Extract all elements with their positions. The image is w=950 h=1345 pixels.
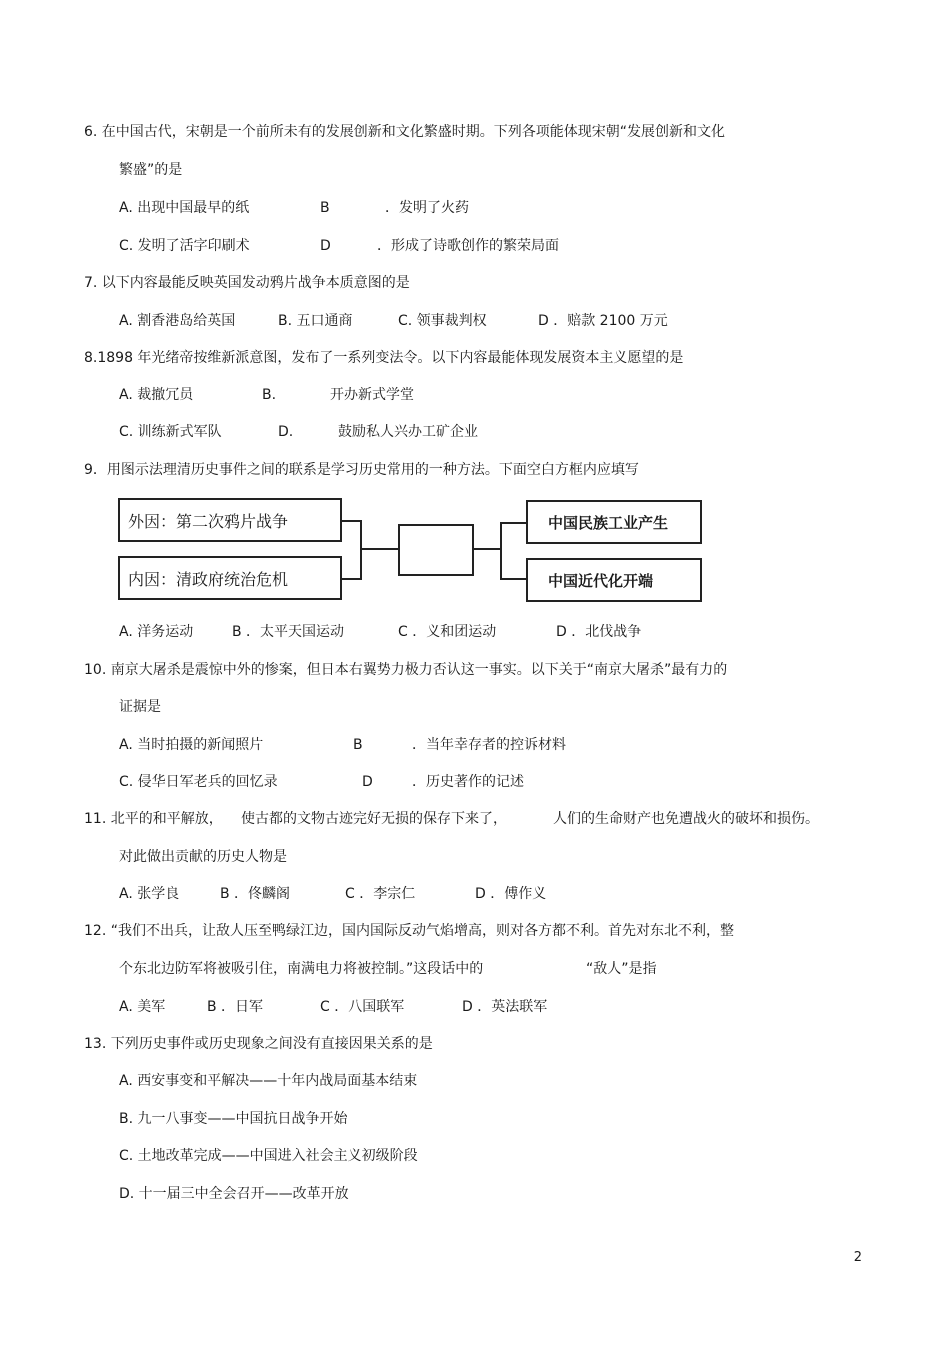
q13-option-a: A. 西安事变和平解决——十年内战局面基本结束 <box>119 1073 418 1089</box>
connector-line <box>360 520 362 580</box>
q11-stem-line2: 对此做出贡献的历史人物是 <box>119 849 287 865</box>
q8-option-d: 鼓励私人兴办工矿企业 <box>338 424 478 440</box>
q6-option-b: ．发明了火药 <box>385 200 469 216</box>
q8-option-c: C. 训练新式军队 <box>119 424 222 440</box>
connector-line <box>342 520 362 522</box>
connector-line <box>502 522 526 524</box>
q6-stem-line1: 6. 在中国古代，宋朝是一个前所未有的发展创新和文化繁盛时期。下列各项能体现宋朝“发展创新和文化 <box>84 124 726 140</box>
q12-stem-line1: 12. “我们不出兵，让敌人压至鸭绿江边，国内国际反动气焰增高，则对各方都不利。首先对东北不利，整 <box>84 923 734 939</box>
q7-option-b: B. 五口通商 <box>278 313 353 329</box>
q9-option-d: D ．北伐战争 <box>556 624 642 640</box>
q10-stem-line2: 证据是 <box>119 699 161 715</box>
q9-option-a: A. 洋务运动 <box>119 624 194 640</box>
q8-option-d-letter: D. <box>278 424 294 440</box>
connector-line <box>500 522 502 580</box>
q10-option-d: ．历史著作的记述 <box>412 774 524 790</box>
q6-option-c: C. 发明了活字印刷术 <box>119 238 250 254</box>
q10-option-c: C. 侵华日军老兵的回忆录 <box>119 774 278 790</box>
q13-stem: 13. 下列历史事件或历史现象之间没有直接因果关系的是 <box>84 1036 433 1052</box>
q9-option-b: B ．太平天国运动 <box>232 624 345 640</box>
q13-option-c: C. 土地改革完成——中国进入社会主义初级阶段 <box>119 1148 418 1164</box>
q6-stem-line2: 繁盛”的是 <box>119 162 183 178</box>
q7-option-d: D ．赔款 2100 万元 <box>538 313 668 329</box>
diagram-blank-box <box>398 524 474 576</box>
q11-option-c: C ．李宗仁 <box>345 886 416 902</box>
q11-option-d: D ．傅作义 <box>475 886 547 902</box>
q10-option-b-letter: B <box>353 737 363 753</box>
q7-option-c: C. 领事裁判权 <box>398 313 487 329</box>
q9-stem: 9．用图示法理清历史事件之间的联系是学习历史常用的一种方法。下面空白方框内应填写 <box>84 462 639 478</box>
q6-option-d: ．形成了诗歌创作的繁荣局面 <box>377 238 559 254</box>
connector-line <box>342 578 362 580</box>
connector-line <box>474 548 502 550</box>
page-number: 2 <box>853 1250 862 1265</box>
q13-option-d: D. 十一届三中全会召开——改革开放 <box>119 1186 349 1202</box>
cause-effect-diagram <box>118 494 708 606</box>
connector-line <box>502 578 526 580</box>
q12-option-b: B ．日军 <box>207 999 264 1015</box>
q8-option-b-letter: B. <box>262 387 277 403</box>
q12-stem-line2a: 个东北边防军将被吸引住，南满电力将被控制。”这段话中的 <box>119 961 484 977</box>
q6-option-b-letter: B <box>320 200 330 216</box>
q10-option-b: ．当年幸存者的控诉材料 <box>412 737 566 753</box>
q10-option-d-letter: D <box>362 774 373 790</box>
diagram-box-national-industry: 中国民族工业产生 <box>526 500 702 544</box>
q6-option-a: A. 出现中国最早的纸 <box>119 200 250 216</box>
q11-stem-part2: 使古都的文物古迹完好无损的保存下来了， <box>241 811 507 827</box>
q7-stem: 7. 以下内容最能反映英国发动鸦片战争本质意图的是 <box>84 275 410 291</box>
q11-option-b: B ．佟麟阁 <box>220 886 291 902</box>
q10-option-a: A. 当时拍摄的新闻照片 <box>119 737 264 753</box>
q8-option-a: A. 裁撤冗员 <box>119 387 194 403</box>
diagram-box-external-cause: 外因：第二次鸦片战争 <box>118 498 342 542</box>
diagram-box-modernization-start: 中国近代化开端 <box>526 558 702 602</box>
q11-stem-part1: 11. 北平的和平解放， <box>84 811 223 827</box>
q10-stem-line1: 10. 南京大屠杀是震惊中外的惨案，但日本右翼势力极力否认这一事实。以下关于“南京大屠杀”最有力的 <box>84 662 728 678</box>
q12-stem-line2b: “敌人”是指 <box>586 961 657 977</box>
q8-option-b: 开办新式学堂 <box>330 387 414 403</box>
q8-stem: 8.1898 年光绪帝按维新派意图，发布了一系列变法令。以下内容最能体现发展资本主义愿望的是 <box>84 350 684 366</box>
q13-option-b: B. 九一八事变——中国抗日战争开始 <box>119 1111 348 1127</box>
q12-option-d: D ．英法联军 <box>462 999 548 1015</box>
q9-option-c: C ．义和团运动 <box>398 624 497 640</box>
diagram-box-internal-cause: 内因：清政府统治危机 <box>118 556 342 600</box>
q11-option-a: A. 张学良 <box>119 886 180 902</box>
q12-option-c: C ．八国联军 <box>320 999 405 1015</box>
connector-line <box>362 548 398 550</box>
q7-option-a: A. 割香港岛给英国 <box>119 313 236 329</box>
q6-option-d-letter: D <box>320 238 331 254</box>
q11-stem-part3: 人们的生命财产也免遭战火的破坏和损伤。 <box>553 811 819 827</box>
q12-option-a: A. 美军 <box>119 999 166 1015</box>
